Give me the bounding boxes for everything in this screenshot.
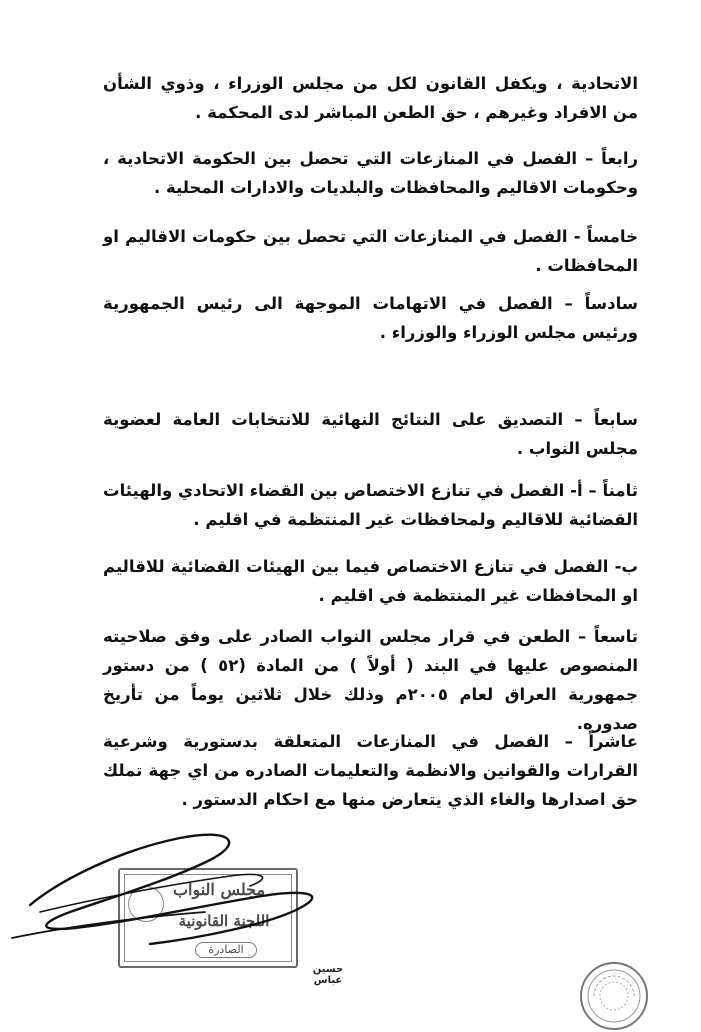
paragraph-clause-5: خامساً - الفصل في المنازعات التي تحصل بين حكومات الاقاليم او المحافظات . [103,226,638,275]
signer-name: حسين عباس [312,964,344,986]
paragraph-clause-9: تاسعاً – الطعن في قرار مجلس النواب الصادر على وفق صلاحيته المنصوص عليها في البند ( أولاً ) من المادة (٥٢ ) من دستور جمهورية العراق لعام ٢٠٠٥م وذلك خلال ثلاثين يوماً من تأريخ صدوره. [103,626,638,733]
paragraph-clause-8a: ثامناً – أ- الفصل في تنازع الاختصاص بين القضاء الاتحادي والهيئات القضائية للاقاليم ولمحافظات غير المنتظمة في اقليم . [103,480,638,529]
paragraph-clause-7: سابعاً – التصديق على النتائج النهائية للانتخابات العامة لعضوية مجلس النواب . [103,409,638,458]
paragraph-clause-8b: ب- الفصل في تنازع الاختصاص فيما بين الهيئات القضائية للاقاليم او المحافظات غير المنتظمة في اقليم . [103,556,638,605]
stamp-line-3: الصادرة [195,942,257,958]
paragraph-clause-4: رابعاً – الفصل في المنازعات التي تحصل بين الحكومة الاتحادية ، وحكومات الاقاليم والمحافظات والبلديات والادارات المحلية . [103,148,638,197]
paragraph-clause-10: عاشراً – الفصل في المنازعات المتعلقة بدستورية وشرعية القرارات والقوانين والانظمة والتعليمات الصادره من اي جهة تملك حق اصدارها والغاء الذي يتعارض منها مع احكام الدستور . [103,731,638,809]
stamp-line-2: اللجنة القانونية [178,912,270,930]
paragraph-1: الاتحادية ، ويكفل القانون لكل من مجلس الوزراء ، وذوي الشأن من الافراد وغيرهم ، حق الطعن المباشر لدى المحكمة . [103,73,638,122]
round-seal-icon [578,960,650,1032]
handwritten-signature [0,820,360,980]
paragraph-clause-6: سادساً – الفصل في الاتهامات الموجهة الى رئيس الجمهورية ورئيس مجلس الوزراء والوزراء . [103,293,638,342]
stamp-line-1: مجلس النواب [172,880,266,899]
